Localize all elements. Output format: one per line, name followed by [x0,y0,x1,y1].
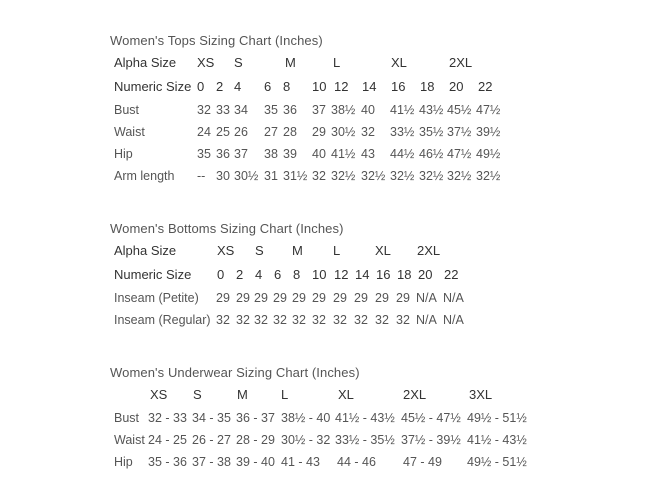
measurement-value: 29 [273,291,287,305]
bottoms-alpha-size: M [292,243,303,258]
measurement-value: 49½ [476,147,501,161]
row-label: Inseam (Regular) [114,313,211,327]
bottoms-alpha-size: S [255,243,264,258]
bottoms-numeric-size: 14 [355,267,370,282]
underwear-size: M [237,387,248,402]
measurement-value: 41½ [331,147,356,161]
measurement-range: 26 - 27 [192,433,231,447]
tops-numeric-row [0,78,648,96]
measurement-value: 37 [234,147,248,161]
measurement-value: 36 [216,147,230,161]
underwear-row-waist [0,431,648,449]
bottoms-row-inseam-petite [0,289,648,307]
tops-numeric-size: 6 [264,79,272,94]
measurement-range: 36 - 37 [236,411,275,425]
measurement-value: 27 [264,125,278,139]
bottoms-alpha-size: XS [217,243,235,258]
measurement-value: 32 [333,313,347,327]
measurement-value: 45½ [447,103,472,117]
row-label: Bust [114,411,140,425]
measurement-value: 40 [361,103,375,117]
measurement-value: 28 [283,125,297,139]
measurement-range: 34 - 35 [192,411,231,425]
measurement-value: 47½ [476,103,501,117]
row-label: Hip [114,147,133,161]
tops-numeric-size: 20 [449,79,464,94]
bottoms-numeric-row [0,266,648,284]
measurement-value: 32½ [361,169,386,183]
measurement-value: 30½ [331,125,356,139]
measurement-value: 30½ [234,169,259,183]
row-label: Inseam (Petite) [114,291,199,305]
measurement-range: 41 - 43 [281,455,320,469]
measurement-value: 32 [292,313,306,327]
measurement-value: 38½ [331,103,356,117]
measurement-range: 28 - 29 [236,433,275,447]
measurement-value: N/A [416,313,437,327]
tops-numeric-size: 18 [420,79,435,94]
measurement-value: 29 [216,291,230,305]
measurement-value: 29 [254,291,268,305]
measurement-value: -- [197,169,206,183]
bottoms-alpha-size: 2XL [417,243,441,258]
measurement-value: 32½ [419,169,444,183]
measurement-value: 32 [312,313,326,327]
measurement-value: 32 [396,313,410,327]
measurement-value: 24 [197,125,211,139]
measurement-value: 29 [236,291,250,305]
measurement-range: 32 - 33 [148,411,187,425]
underwear-size: XL [338,387,354,402]
measurement-value: 32 [375,313,389,327]
measurement-value: 29 [312,291,326,305]
tops-numeric-size: 4 [234,79,242,94]
row-label: Waist [114,433,145,447]
measurement-value: 38 [264,147,278,161]
bottoms-numeric-label: Numeric Size [114,267,192,282]
tops-row-arm-length [0,167,648,185]
measurement-range: 33½ - 35½ [335,433,395,447]
measurement-value: 40 [312,147,326,161]
bottoms-numeric-size: 2 [236,267,244,282]
row-label: Hip [114,455,133,469]
tops-numeric-size: 22 [478,79,493,94]
measurement-value: 32 [216,313,230,327]
measurement-value: 32½ [331,169,356,183]
measurement-value: 36 [283,103,297,117]
measurement-value: 33½ [390,125,415,139]
tops-numeric-size: 8 [283,79,291,94]
tops-row-waist [0,123,648,141]
measurement-value: 32 [361,125,375,139]
bottoms-numeric-size: 6 [274,267,282,282]
measurement-value: 46½ [419,147,444,161]
tops-row-bust [0,101,648,119]
measurement-value: 26 [234,125,248,139]
bottoms-row-inseam-regular [0,311,648,329]
measurement-value: 25 [216,125,230,139]
underwear-chart-title: Women's Underwear Sizing Chart (Inches) [110,365,360,380]
bottoms-alpha-row [0,242,648,260]
tops-numeric-size: 2 [216,79,224,94]
bottoms-alpha-label: Alpha Size [114,243,177,258]
bottoms-numeric-size: 20 [418,267,433,282]
measurement-value: 31½ [283,169,308,183]
measurement-value: 32 [197,103,211,117]
tops-numeric-size: 0 [197,79,205,94]
measurement-value: 39½ [476,125,501,139]
measurement-value: 43 [361,147,375,161]
measurement-value: 29 [312,125,326,139]
bottoms-numeric-size: 10 [312,267,327,282]
measurement-range: 41½ - 43½ [467,433,527,447]
measurement-value: 32½ [390,169,415,183]
measurement-range: 35 - 36 [148,455,187,469]
measurement-value: 33 [216,103,230,117]
measurement-value: 30 [216,169,230,183]
bottoms-numeric-size: 0 [217,267,225,282]
measurement-value: 35 [264,103,278,117]
measurement-value: 32½ [476,169,501,183]
measurement-value: 47½ [447,147,472,161]
measurement-value: 29 [333,291,347,305]
measurement-value: 29 [396,291,410,305]
measurement-value: 34 [234,103,248,117]
measurement-value: 35 [197,147,211,161]
underwear-size: 2XL [403,387,427,402]
measurement-value: 37 [312,103,326,117]
measurement-range: 45½ - 47½ [401,411,461,425]
row-label: Bust [114,103,140,117]
underwear-size: L [281,387,289,402]
bottoms-numeric-size: 16 [376,267,391,282]
measurement-range: 37 - 38 [192,455,231,469]
measurement-value: N/A [443,291,464,305]
measurement-value: 32½ [447,169,472,183]
measurement-value: 32 [312,169,326,183]
tops-alpha-size: S [234,55,243,70]
measurement-value: N/A [443,313,464,327]
measurement-value: 29 [375,291,389,305]
tops-alpha-size: XL [391,55,407,70]
tops-alpha-size: XS [197,55,215,70]
row-label: Waist [114,125,145,139]
measurement-range: 44 - 46 [337,455,376,469]
underwear-row-bust [0,409,648,427]
underwear-size: S [193,387,202,402]
measurement-value: 35½ [419,125,444,139]
measurement-range: 41½ - 43½ [335,411,395,425]
measurement-range: 30½ - 32 [281,433,331,447]
tops-alpha-row [0,54,648,72]
measurement-range: 24 - 25 [148,433,187,447]
underwear-row-hip [0,453,648,471]
bottoms-numeric-size: 12 [334,267,349,282]
tops-numeric-size: 10 [312,79,327,94]
measurement-value: N/A [416,291,437,305]
measurement-range: 47 - 49 [403,455,442,469]
tops-alpha-size: 2XL [449,55,473,70]
measurement-range: 49½ - 51½ [467,455,527,469]
measurement-value: 39 [283,147,297,161]
measurement-value: 32 [354,313,368,327]
bottoms-numeric-size: 22 [444,267,459,282]
measurement-range: 39 - 40 [236,455,275,469]
tops-chart-title: Women's Tops Sizing Chart (Inches) [110,33,323,48]
tops-numeric-size: 12 [334,79,349,94]
tops-row-hip [0,145,648,163]
bottoms-chart-title: Women's Bottoms Sizing Chart (Inches) [110,221,344,236]
underwear-size-row [0,386,648,404]
tops-alpha-size: M [285,55,296,70]
bottoms-numeric-size: 18 [397,267,412,282]
measurement-value: 37½ [447,125,472,139]
measurement-value: 31 [264,169,278,183]
measurement-value: 32 [236,313,250,327]
underwear-size: XS [150,387,168,402]
measurement-value: 41½ [390,103,415,117]
bottoms-numeric-size: 8 [293,267,301,282]
measurement-value: 44½ [390,147,415,161]
measurement-value: 43½ [419,103,444,117]
measurement-value: 29 [292,291,306,305]
bottoms-alpha-size: L [333,243,341,258]
tops-numeric-label: Numeric Size [114,79,192,94]
tops-numeric-size: 16 [391,79,406,94]
measurement-value: 32 [254,313,268,327]
row-label: Arm length [114,169,175,183]
tops-alpha-label: Alpha Size [114,55,177,70]
underwear-size: 3XL [469,387,493,402]
tops-alpha-size: L [333,55,341,70]
measurement-range: 38½ - 40 [281,411,331,425]
measurement-value: 29 [354,291,368,305]
measurement-range: 49½ - 51½ [467,411,527,425]
measurement-value: 32 [273,313,287,327]
measurement-range: 37½ - 39½ [401,433,461,447]
bottoms-numeric-size: 4 [255,267,263,282]
bottoms-alpha-size: XL [375,243,391,258]
tops-numeric-size: 14 [362,79,377,94]
